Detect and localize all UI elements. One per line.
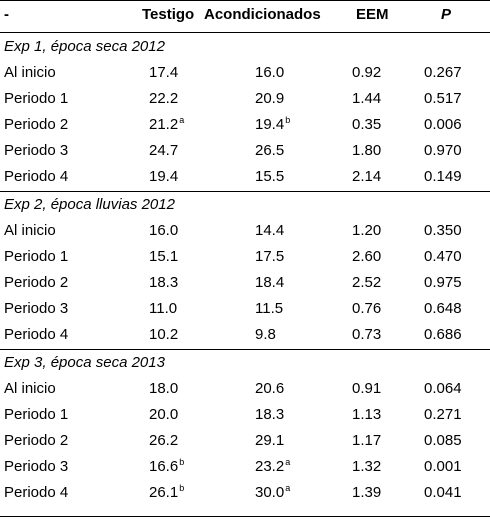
section-title: Exp 1, época seca 2012 xyxy=(4,38,165,55)
row-label xyxy=(4,218,56,244)
cell-testigo xyxy=(149,296,177,322)
cell-eem-value: 1.80 xyxy=(352,142,382,159)
row-label-value: Periodo 3 xyxy=(4,142,69,159)
cell-testigo-value: 21.2 xyxy=(149,116,179,133)
header-row xyxy=(0,2,490,28)
table-row xyxy=(0,480,490,506)
cell-p xyxy=(424,428,462,454)
header-rule xyxy=(0,32,490,33)
cell-testigo xyxy=(149,60,178,86)
cell-testigo-value: 16.0 xyxy=(149,222,179,239)
header-testigo: Testigo xyxy=(142,6,195,23)
top-rule xyxy=(0,0,490,1)
cell-eem xyxy=(352,322,381,348)
cell-acondicionados-value: 15.5 xyxy=(255,168,285,185)
table-row xyxy=(0,218,490,244)
cell-testigo xyxy=(149,454,184,481)
cell-p-value: 0.975 xyxy=(424,274,462,291)
cell-eem xyxy=(352,270,381,296)
cell-eem xyxy=(352,138,381,164)
cell-eem-value: 1.32 xyxy=(352,458,382,475)
cell-acondicionados xyxy=(255,86,284,112)
cell-eem xyxy=(352,86,381,112)
row-label xyxy=(4,60,56,86)
cell-p-value: 0.470 xyxy=(424,248,462,265)
cell-testigo-value: 24.7 xyxy=(149,142,179,159)
row-label-value: Periodo 2 xyxy=(4,116,69,133)
row-label xyxy=(4,296,68,322)
table-row xyxy=(0,376,490,402)
cell-eem-value: 1.20 xyxy=(352,222,382,239)
cell-testigo xyxy=(149,138,178,164)
row-label-value: Al inicio xyxy=(4,64,56,81)
cell-testigo xyxy=(149,376,178,402)
cell-eem xyxy=(352,112,381,138)
cell-testigo xyxy=(149,322,178,348)
cell-acondicionados xyxy=(255,270,284,296)
row-label-value: Periodo 3 xyxy=(4,300,69,317)
cell-acondicionados-value: 11.5 xyxy=(255,300,284,317)
cell-p-value: 0.064 xyxy=(424,380,462,397)
cell-acondicionados-value: 9.8 xyxy=(255,326,276,343)
cell-p xyxy=(424,270,462,296)
cell-acondicionados-value: 30.0 xyxy=(255,484,285,501)
cell-eem-value: 1.13 xyxy=(352,406,382,423)
cell-acondicionados xyxy=(255,428,284,454)
cell-acondicionados-value: 18.4 xyxy=(255,274,285,291)
table-row xyxy=(0,164,490,190)
cell-p xyxy=(424,86,462,112)
cell-eem xyxy=(352,218,381,244)
cell-acondicionados xyxy=(255,454,290,481)
cell-acondicionados xyxy=(255,376,284,402)
significance-superscript: b xyxy=(285,115,291,125)
cell-testigo-value: 10.2 xyxy=(149,326,179,343)
cell-p-value: 0.271 xyxy=(424,406,462,423)
cell-testigo-value: 18.0 xyxy=(149,380,179,397)
cell-p xyxy=(424,454,462,480)
row-label-value: Periodo 2 xyxy=(4,432,69,449)
significance-superscript: a xyxy=(285,457,291,467)
cell-eem xyxy=(352,244,381,270)
row-label xyxy=(4,480,68,506)
table-row xyxy=(0,138,490,164)
table-row xyxy=(0,402,490,428)
cell-acondicionados-value: 29.1 xyxy=(255,432,285,449)
row-label xyxy=(4,164,68,190)
cell-testigo-value: 22.2 xyxy=(149,90,179,107)
cell-acondicionados xyxy=(255,322,276,348)
cell-eem-value: 0.73 xyxy=(352,326,382,343)
cell-p xyxy=(424,164,462,190)
row-label-value: Al inicio xyxy=(4,222,56,239)
cell-eem-value: 1.39 xyxy=(352,484,382,501)
cell-eem xyxy=(352,296,381,322)
cell-eem-value: 0.91 xyxy=(352,380,382,397)
cell-p xyxy=(424,60,462,86)
header-dash: - xyxy=(4,6,9,23)
cell-eem xyxy=(352,454,381,480)
table-row xyxy=(0,270,490,296)
cell-testigo xyxy=(149,270,178,296)
row-label-value: Periodo 3 xyxy=(4,458,69,475)
cell-acondicionados xyxy=(255,244,284,270)
cell-acondicionados xyxy=(255,296,283,322)
cell-eem-value: 0.92 xyxy=(352,64,382,81)
cell-p-value: 0.149 xyxy=(424,168,462,185)
row-label xyxy=(4,322,68,348)
cell-eem-value: 0.35 xyxy=(352,116,382,133)
cell-p-value: 0.085 xyxy=(424,432,462,449)
section-title-row xyxy=(0,192,490,218)
cell-p-value: 0.267 xyxy=(424,64,462,81)
cell-eem xyxy=(352,402,381,428)
cell-testigo xyxy=(149,428,178,454)
table-row xyxy=(0,244,490,270)
cell-acondicionados-value: 16.0 xyxy=(255,64,285,81)
row-label xyxy=(4,376,56,402)
row-label xyxy=(4,402,68,428)
cell-testigo xyxy=(149,164,178,190)
cell-testigo-value: 26.1 xyxy=(149,484,179,501)
row-label-value: Periodo 4 xyxy=(4,326,69,343)
table-row xyxy=(0,428,490,454)
cell-testigo-value: 18.3 xyxy=(149,274,179,291)
cell-p xyxy=(424,296,462,322)
cell-p-value: 0.648 xyxy=(424,300,462,317)
cell-p xyxy=(424,322,462,348)
cell-acondicionados xyxy=(255,60,284,86)
significance-superscript: a xyxy=(285,483,291,493)
cell-testigo xyxy=(149,112,184,139)
cell-p-value: 0.970 xyxy=(424,142,462,159)
significance-superscript: a xyxy=(179,115,185,125)
cell-acondicionados xyxy=(255,112,290,139)
cell-eem xyxy=(352,376,381,402)
row-label-value: Periodo 1 xyxy=(4,406,69,423)
cell-testigo xyxy=(149,480,184,507)
cell-p-value: 0.001 xyxy=(424,458,462,475)
cell-p xyxy=(424,218,462,244)
section-title: Exp 2, época lluvias 2012 xyxy=(4,196,175,213)
cell-testigo xyxy=(149,218,178,244)
cell-testigo xyxy=(149,86,178,112)
cell-acondicionados-value: 17.5 xyxy=(255,248,285,265)
significance-superscript: b xyxy=(179,483,185,493)
row-label-value: Periodo 4 xyxy=(4,168,69,185)
cell-eem xyxy=(352,164,381,190)
cell-p-value: 0.006 xyxy=(424,116,462,133)
cell-p xyxy=(424,244,462,270)
cell-testigo-value: 15.1 xyxy=(149,248,179,265)
header-p: P xyxy=(441,6,452,23)
cell-acondicionados-value: 18.3 xyxy=(255,406,285,423)
cell-acondicionados-value: 26.5 xyxy=(255,142,285,159)
cell-acondicionados-value: 23.2 xyxy=(255,458,285,475)
cell-p xyxy=(424,402,462,428)
cell-testigo xyxy=(149,244,178,270)
cell-acondicionados-value: 20.9 xyxy=(255,90,285,107)
row-label xyxy=(4,454,68,480)
table-row xyxy=(0,454,490,480)
cell-acondicionados-value: 19.4 xyxy=(255,116,285,133)
cell-p xyxy=(424,376,462,402)
cell-eem-value: 2.52 xyxy=(352,274,382,291)
row-label-value: Periodo 1 xyxy=(4,248,69,265)
table-row xyxy=(0,296,490,322)
cell-eem-value: 1.44 xyxy=(352,90,382,107)
cell-p xyxy=(424,112,462,138)
section-title-row xyxy=(0,34,490,60)
cell-testigo xyxy=(149,402,178,428)
header-eem: EEM xyxy=(356,6,389,23)
row-label-value: Periodo 2 xyxy=(4,274,69,291)
cell-p-value: 0.686 xyxy=(424,326,462,343)
cell-testigo-value: 26.2 xyxy=(149,432,179,449)
cell-eem-value: 2.60 xyxy=(352,248,382,265)
cell-testigo-value: 19.4 xyxy=(149,168,179,185)
cell-testigo-value: 20.0 xyxy=(149,406,179,423)
row-label-value: Al inicio xyxy=(4,380,56,397)
bottom-rule xyxy=(0,516,490,517)
table-row xyxy=(0,60,490,86)
section-title: Exp 3, época seca 2013 xyxy=(4,354,165,371)
table-row xyxy=(0,322,490,348)
cell-eem xyxy=(352,480,381,506)
cell-testigo-value: 16.6 xyxy=(149,458,179,475)
cell-acondicionados xyxy=(255,218,284,244)
significance-superscript: b xyxy=(179,457,185,467)
cell-eem-value: 1.17 xyxy=(352,432,382,449)
cell-eem-value: 0.76 xyxy=(352,300,382,317)
cell-acondicionados-value: 20.6 xyxy=(255,380,285,397)
cell-acondicionados-value: 14.4 xyxy=(255,222,285,239)
cell-p-value: 0.041 xyxy=(424,484,462,501)
cell-p-value: 0.350 xyxy=(424,222,462,239)
cell-eem-value: 2.14 xyxy=(352,168,382,185)
cell-acondicionados xyxy=(255,138,284,164)
row-label xyxy=(4,112,68,138)
row-label xyxy=(4,138,68,164)
row-label xyxy=(4,244,68,270)
row-label xyxy=(4,86,68,112)
cell-eem xyxy=(352,60,381,86)
cell-acondicionados xyxy=(255,480,290,507)
header-acondicionados: Acondicionados xyxy=(204,6,321,23)
cell-testigo-value: 17.4 xyxy=(149,64,179,81)
row-label-value: Periodo 1 xyxy=(4,90,69,107)
cell-p xyxy=(424,480,462,506)
section-title-row xyxy=(0,350,490,376)
cell-testigo-value: 11.0 xyxy=(149,300,178,317)
cell-p-value: 0.517 xyxy=(424,90,462,107)
cell-eem xyxy=(352,428,381,454)
table-row xyxy=(0,86,490,112)
row-label-value: Periodo 4 xyxy=(4,484,69,501)
cell-acondicionados xyxy=(255,164,284,190)
row-label xyxy=(4,428,68,454)
cell-acondicionados xyxy=(255,402,284,428)
row-label xyxy=(4,270,68,296)
table-row xyxy=(0,112,490,138)
cell-p xyxy=(424,138,462,164)
